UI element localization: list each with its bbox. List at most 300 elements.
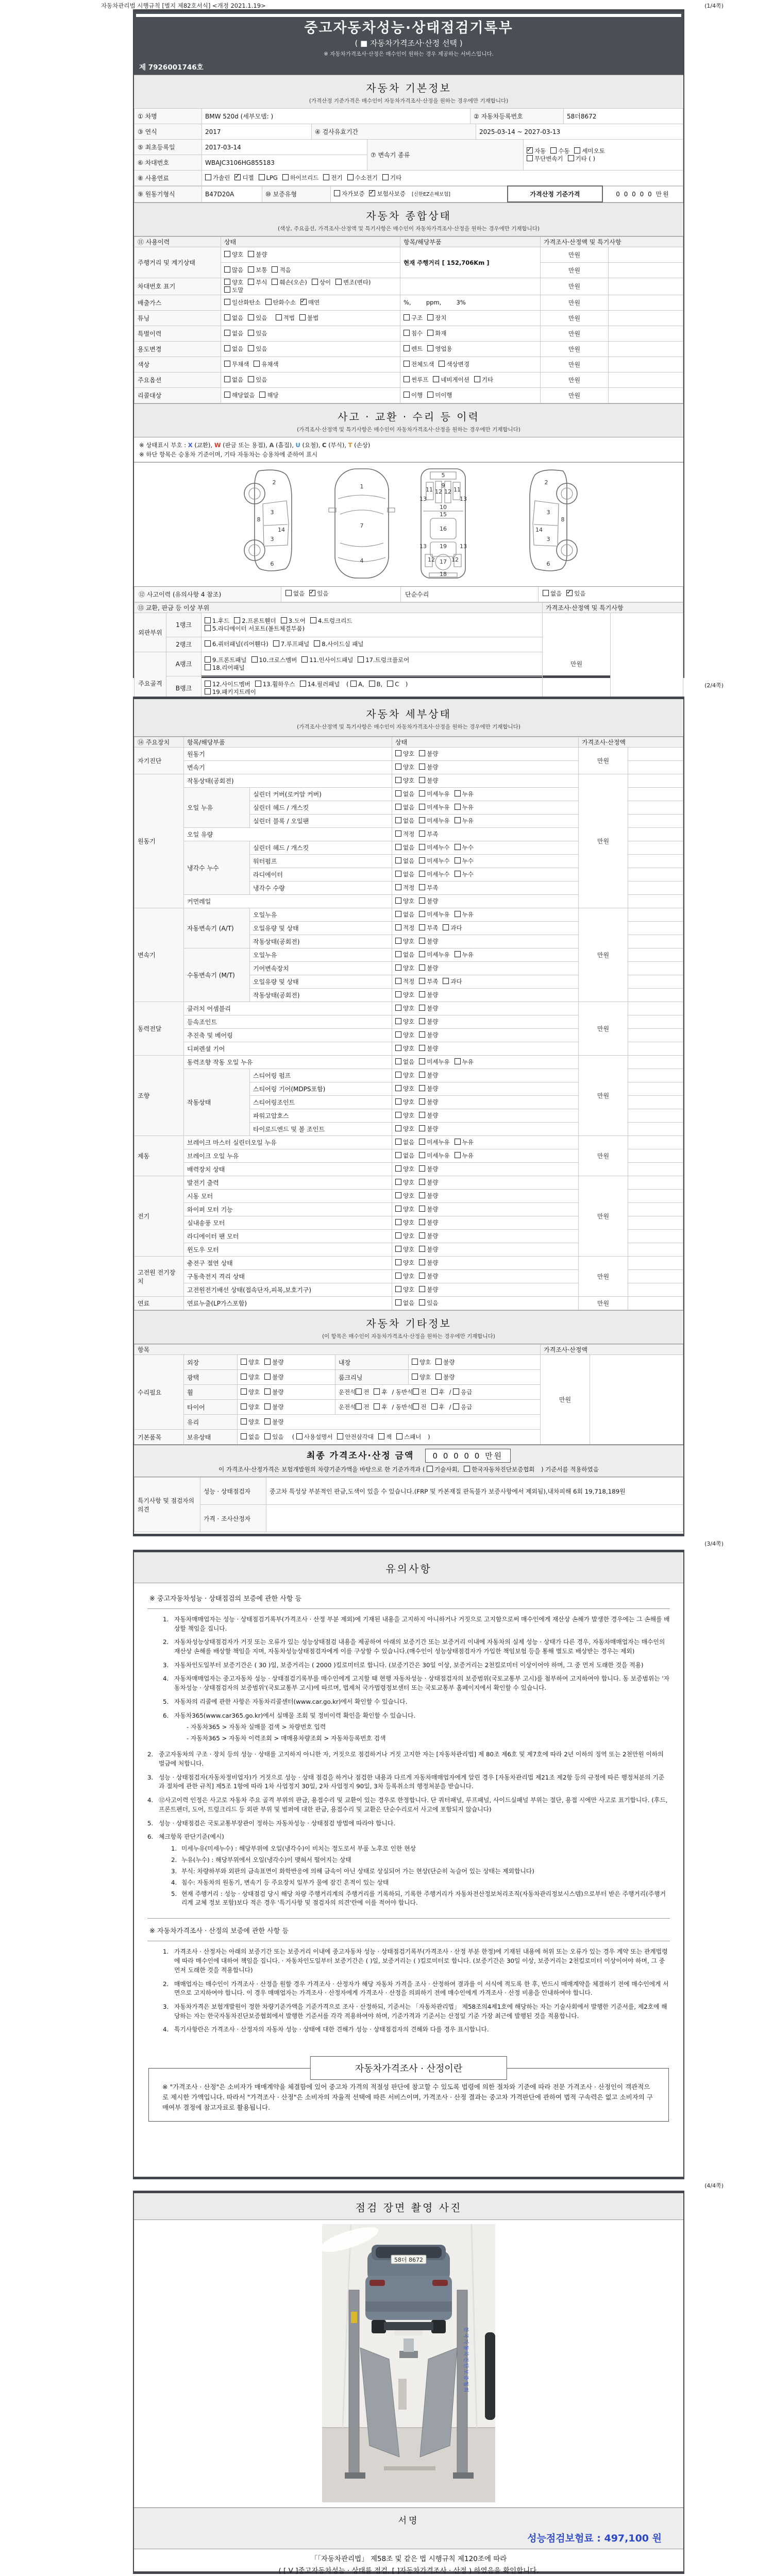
checkbox-unchecked[interactable] <box>224 314 243 322</box>
checkbox-unchecked[interactable] <box>455 1058 474 1066</box>
adjacent-car <box>485 2332 495 2420</box>
detail-price-note-cell <box>628 855 683 868</box>
checkbox-label: LPG <box>266 174 278 182</box>
checkbox-unchecked[interactable] <box>395 1085 414 1093</box>
checkbox-unchecked[interactable] <box>241 1388 260 1396</box>
checkbox-label: 누유 <box>462 1139 474 1146</box>
checkbox-unchecked[interactable] <box>241 1374 260 1381</box>
section-notices <box>134 1552 683 1583</box>
detail-item-label: 충전구 절연 상태 <box>184 1257 392 1270</box>
detail-price-note-cell <box>628 895 683 908</box>
checkbox-unchecked[interactable] <box>395 831 414 838</box>
checkbox-unchecked[interactable] <box>224 376 243 384</box>
checkbox-unchecked[interactable] <box>312 279 331 286</box>
checkbox-label: 미세누수 <box>427 871 450 878</box>
checkbox-unchecked[interactable] <box>395 884 414 892</box>
checkbox-unchecked[interactable] <box>419 1192 438 1200</box>
checkbox-unchecked[interactable] <box>404 392 423 399</box>
checkbox-box <box>248 376 254 382</box>
checkbox-unchecked[interactable] <box>395 857 414 865</box>
checkbox-label: 불량 <box>427 1045 439 1053</box>
checkbox-box <box>369 190 375 196</box>
checkbox-unchecked[interactable] <box>378 1433 392 1441</box>
field-inspection-period-value[interactable]: 2025-03-14 ~ 2027-03-13 <box>476 124 683 140</box>
misc-item-label: 타이어 <box>184 1400 238 1415</box>
checkbox-unchecked[interactable] <box>395 1219 414 1227</box>
checkbox-unchecked[interactable] <box>395 938 414 945</box>
checkbox-unchecked[interactable] <box>413 1388 426 1396</box>
checkbox-label: 불량 <box>427 1179 439 1187</box>
checkbox-unchecked[interactable] <box>395 750 414 758</box>
notice-text: 체크항목 판단기준(예시) 1. 미세누유(미세누수) : 해당부위에 오일(냉각수)이 비치는 정도로서 부품 노후로 인한 현상 2. 누유(누수) : 해당부위에서 오일(냉각수)이 맺혀서 떨어지는 상태 3. 부식: 차량하부와 외판의 금속표면이 화학반응에 의해 금속이 아닌 상태로 상실되어 가는 현상(단순히 녹슬어 있는 상태는 제외합니다) 4. 침수: 자동차의 원동기, 변속기 등 주요장치 일부가 물에 잠긴 흔적이 있는 상태 5. 현재 주행거리 : 성능 · 상태점검 당시 해당 차량 주행거리계의 주행거리를 기록하되, 기록한 주행거리가 자동차전산정보처리조직(자동차관리정보시스템)으로부터 받은 주행거리(주행거리계 교체 정보 포함)보다 적은 경우 '특기사항 및 점검자의 의견'란에 이를 적어야 합니다. <box>159 1833 670 1910</box>
checkbox-unchecked[interactable] <box>404 376 428 384</box>
detail-state-cell <box>392 1015 579 1029</box>
checkbox-unchecked[interactable] <box>224 266 243 274</box>
checkbox-unchecked[interactable] <box>419 1152 449 1160</box>
detail-item-label: 기어변속장치 <box>250 962 392 975</box>
checkbox-unchecked[interactable] <box>395 1018 414 1026</box>
checkbox-unchecked[interactable] <box>300 681 340 688</box>
checkbox-box <box>419 951 425 957</box>
checkbox-unchecked[interactable] <box>419 924 438 932</box>
item-cell <box>400 372 541 387</box>
checkbox-unchecked[interactable] <box>419 804 449 811</box>
checkbox-unchecked[interactable] <box>419 750 438 758</box>
checkbox-unchecked[interactable] <box>395 964 414 972</box>
checkbox-unchecked[interactable] <box>439 361 469 368</box>
checkbox-unchecked[interactable] <box>335 279 371 286</box>
checkbox-unchecked[interactable] <box>224 286 243 294</box>
checkbox-unchecked[interactable] <box>431 1403 445 1411</box>
field-fuel-value[interactable] <box>202 171 683 186</box>
checkbox-checked[interactable] <box>300 299 320 307</box>
checkbox-unchecked[interactable] <box>431 1388 445 1396</box>
price-amount-cell: 만원 <box>541 263 609 278</box>
checkbox-unchecked[interactable] <box>455 844 474 852</box>
checkbox-unchecked[interactable] <box>205 174 230 182</box>
checkbox-unchecked[interactable] <box>412 1374 431 1381</box>
checkbox-unchecked[interactable] <box>419 1232 438 1240</box>
checkbox-unchecked[interactable] <box>419 1259 438 1267</box>
checkbox-unchecked[interactable] <box>259 174 278 182</box>
checkbox-unchecked[interactable] <box>453 1388 472 1396</box>
checkbox-unchecked[interactable] <box>404 345 423 353</box>
notice-item <box>147 1796 670 1814</box>
checkbox-box <box>404 330 410 336</box>
checkbox-box <box>395 1179 401 1185</box>
checkbox-unchecked[interactable] <box>248 314 267 322</box>
checkbox-unchecked[interactable] <box>395 1098 414 1106</box>
checkbox-label: 후 <box>381 1403 388 1411</box>
checkbox-unchecked[interactable] <box>419 1045 438 1053</box>
checkbox-unchecked[interactable] <box>374 1388 387 1396</box>
checkbox-unchecked[interactable] <box>395 1139 414 1146</box>
checkbox-unchecked[interactable] <box>301 656 353 664</box>
checkbox-unchecked[interactable] <box>419 911 449 919</box>
checkbox-unchecked[interactable] <box>419 884 438 892</box>
checkbox-box <box>566 590 573 596</box>
checkbox-unchecked[interactable] <box>259 392 278 399</box>
checkbox-unchecked[interactable] <box>419 1085 438 1093</box>
checkbox-unchecked[interactable] <box>419 831 438 838</box>
checkbox-unchecked[interactable] <box>419 1273 438 1280</box>
checkbox-unchecked[interactable] <box>395 817 414 825</box>
checkbox-unchecked[interactable] <box>455 817 474 825</box>
checkbox-unchecked[interactable] <box>395 764 414 771</box>
checkbox-label: 색상변경 <box>446 360 469 368</box>
checkbox-unchecked[interactable] <box>276 314 295 322</box>
checkbox-unchecked[interactable] <box>224 251 243 259</box>
checkbox-unchecked[interactable] <box>574 147 604 155</box>
checkbox-unchecked[interactable] <box>419 897 438 905</box>
checkbox-unchecked[interactable] <box>205 681 250 688</box>
checkbox-unchecked[interactable] <box>395 911 414 919</box>
checkbox-unchecked[interactable] <box>205 656 247 664</box>
notice-number: 3. <box>163 2003 169 2010</box>
checkbox-checked[interactable] <box>527 147 546 155</box>
checkbox-unchecked[interactable] <box>224 392 255 399</box>
checkbox-unchecked[interactable] <box>419 964 438 972</box>
checkbox-label: 불량 <box>443 1358 455 1366</box>
checkbox-checked[interactable] <box>369 190 406 198</box>
checkbox-unchecked[interactable] <box>299 314 318 322</box>
checkbox-unchecked[interactable] <box>543 590 562 598</box>
field-reg-no-value[interactable]: 58더8672 <box>564 109 683 124</box>
checkbox-unchecked[interactable] <box>224 279 243 286</box>
checkbox-unchecked[interactable] <box>224 361 249 368</box>
checkbox-box <box>395 1246 401 1252</box>
checkbox-unchecked[interactable] <box>395 951 414 959</box>
checkbox-unchecked[interactable] <box>395 871 414 878</box>
checkbox-unchecked[interactable] <box>395 1192 414 1200</box>
checkbox-unchecked[interactable] <box>435 1359 455 1366</box>
checkbox-unchecked[interactable] <box>264 1359 283 1366</box>
checkbox-unchecked[interactable] <box>395 1286 414 1294</box>
detail-state-cell <box>392 1257 579 1270</box>
checkbox-unchecked[interactable] <box>455 951 474 959</box>
checkbox-unchecked[interactable] <box>224 330 243 337</box>
checkbox-unchecked[interactable] <box>419 1165 438 1173</box>
checkbox-unchecked[interactable] <box>395 790 414 798</box>
checkbox-unchecked[interactable] <box>255 681 295 688</box>
checkbox-unchecked[interactable] <box>273 640 309 648</box>
checkbox-unchecked[interactable] <box>419 857 449 865</box>
checkbox-unchecked[interactable] <box>205 688 256 696</box>
checkbox-unchecked[interactable] <box>224 299 261 307</box>
checkbox-unchecked[interactable] <box>419 844 449 852</box>
checkbox-unchecked[interactable] <box>241 1359 260 1366</box>
notice-number: 3. <box>147 1773 154 1781</box>
checkbox-unchecked[interactable] <box>265 299 296 307</box>
checkbox-box <box>205 625 211 631</box>
checkbox-unchecked[interactable] <box>382 174 401 182</box>
detail-price-note-cell <box>628 922 683 935</box>
checkbox-unchecked[interactable] <box>419 991 438 999</box>
checkbox-unchecked[interactable] <box>413 1403 426 1411</box>
checkbox-unchecked[interactable] <box>248 266 267 274</box>
checkbox-unchecked[interactable] <box>337 1433 374 1441</box>
checkbox-unchecked[interactable] <box>374 1403 387 1411</box>
checkbox-unchecked[interactable] <box>395 897 414 905</box>
checkbox-unchecked[interactable] <box>419 951 449 959</box>
checkbox-unchecked[interactable] <box>419 777 438 785</box>
checkbox-checked[interactable] <box>309 590 328 598</box>
checkbox-unchecked[interactable] <box>205 640 268 648</box>
device-label: 변속기 <box>135 908 184 1002</box>
checkbox-unchecked[interactable] <box>395 1125 414 1133</box>
checkbox-unchecked[interactable] <box>395 1165 414 1173</box>
checkbox-unchecked[interactable] <box>205 664 245 672</box>
text-token: U <box>295 441 300 449</box>
checkbox-unchecked[interactable] <box>396 1433 421 1441</box>
comp-col-usage: ⑪ 사용이력 <box>135 237 221 247</box>
checkbox-unchecked[interactable] <box>264 1388 283 1396</box>
checkbox-unchecked[interactable] <box>248 376 267 384</box>
checkbox-unchecked[interactable] <box>395 1031 414 1039</box>
checkbox-label: 후 <box>381 1388 388 1396</box>
detail-price-note-cell <box>628 948 683 962</box>
field-engine-type-value[interactable]: B47D20A <box>202 186 262 202</box>
checkbox-unchecked[interactable] <box>419 938 438 945</box>
checkbox-label: 자가보증 <box>342 190 365 198</box>
checkbox-unchecked[interactable] <box>350 681 364 688</box>
checkbox-unchecked[interactable] <box>455 1139 474 1146</box>
final-price-amount[interactable]: 0 0 0 0 0 만원 <box>425 1449 511 1463</box>
checkbox-unchecked[interactable] <box>527 155 563 163</box>
panel-number: 16 <box>440 525 447 532</box>
checkbox-label: 해당없음 <box>232 391 255 399</box>
checkbox-unchecked[interactable] <box>356 1403 369 1411</box>
checkbox-unchecked[interactable] <box>395 777 414 785</box>
checkbox-unchecked[interactable] <box>464 1466 534 1473</box>
checkbox-unchecked[interactable] <box>205 617 229 625</box>
checkbox-checked[interactable] <box>234 174 254 182</box>
checkbox-unchecked[interactable] <box>404 314 423 322</box>
checkbox-unchecked[interactable] <box>248 345 267 353</box>
checkbox-unchecked[interactable] <box>241 1403 260 1411</box>
field-reg-no-label: ② 자동차등록번호 <box>470 109 564 124</box>
checkbox-unchecked[interactable] <box>419 1031 438 1039</box>
checkbox-unchecked[interactable] <box>264 1374 283 1381</box>
field-price-base-label: 가격산정 기준가격 <box>508 186 602 202</box>
checkbox-unchecked[interactable] <box>419 1098 438 1106</box>
checkbox-unchecked[interactable] <box>419 978 438 986</box>
checkbox-unchecked[interactable] <box>395 924 414 932</box>
checkbox-unchecked[interactable] <box>248 251 267 259</box>
checkbox-unchecked[interactable] <box>427 345 452 353</box>
checkbox-unchecked[interactable] <box>419 1246 438 1253</box>
checkbox-unchecked[interactable] <box>395 1206 414 1213</box>
checkbox-unchecked[interactable] <box>419 1206 438 1213</box>
checkbox-label: 양호 <box>403 1005 415 1012</box>
checkbox-unchecked[interactable] <box>419 1179 438 1187</box>
checkbox-unchecked[interactable] <box>455 871 474 878</box>
detail-state-cell <box>392 788 579 801</box>
checkbox-unchecked[interactable] <box>241 1418 260 1426</box>
checkbox-unchecked[interactable] <box>205 625 305 633</box>
text-token: (흠집), <box>274 441 296 449</box>
text-token: ※ 상태표시 부호 : <box>139 441 188 449</box>
checkbox-unchecked[interactable] <box>395 1273 414 1280</box>
checkbox-unchecked[interactable] <box>568 155 596 163</box>
checkbox-label: 전 <box>421 1388 427 1396</box>
license-plate: 58더 8672 <box>394 2257 424 2263</box>
field-first-reg-label: ⑤ 최초등록일 <box>135 140 202 155</box>
checkbox-box <box>419 777 425 783</box>
checkbox-unchecked[interactable] <box>427 314 446 322</box>
price-amount-cell: 만원 <box>541 326 609 341</box>
checkbox-unchecked[interactable] <box>419 1018 438 1026</box>
field-first-reg-value[interactable]: 2017-03-14 <box>202 140 367 155</box>
checkbox-unchecked[interactable] <box>427 392 452 399</box>
checkbox-label: 양호 <box>232 251 244 259</box>
checkbox-unchecked[interactable] <box>443 978 462 986</box>
checkbox-unchecked[interactable] <box>395 804 414 811</box>
checkbox-unchecked[interactable] <box>395 1058 414 1066</box>
checkbox-label: 양호 <box>403 764 415 771</box>
checkbox-unchecked[interactable] <box>224 345 243 353</box>
checkbox-label: 누유 <box>462 1058 474 1066</box>
checkbox-unchecked[interactable] <box>443 924 462 932</box>
detail-state-cell <box>392 1270 579 1283</box>
checkbox-unchecked[interactable] <box>419 1005 438 1012</box>
checkbox-label: 불량 <box>427 1098 439 1106</box>
field-car-name-value[interactable]: BMW 520d (세부모델: ) <box>202 109 470 124</box>
field-vin-value[interactable]: WBAJC3106HG855183 <box>202 155 367 171</box>
checkbox-unchecked[interactable] <box>296 1433 333 1441</box>
checkbox-unchecked[interactable] <box>248 330 267 337</box>
checkbox-unchecked[interactable] <box>419 1058 449 1066</box>
checkbox-unchecked[interactable] <box>455 804 474 811</box>
checkbox-label: 양호 <box>403 1085 415 1093</box>
checkbox-unchecked[interactable] <box>419 817 449 825</box>
checkbox-unchecked[interactable] <box>419 764 438 771</box>
checkbox-unchecked[interactable] <box>264 1403 283 1411</box>
panel-number: 13 <box>460 543 467 550</box>
checkbox-label: 14.필러패널 <box>307 680 340 688</box>
panel-number: 12 <box>435 488 442 495</box>
checkbox-unchecked[interactable] <box>347 174 378 182</box>
checkbox-unchecked[interactable] <box>427 330 446 337</box>
checkbox-unchecked[interactable] <box>251 656 297 664</box>
checkbox-box <box>419 938 425 944</box>
checkbox-unchecked[interactable] <box>395 844 414 852</box>
checkbox-unchecked[interactable] <box>474 376 493 384</box>
checkbox-unchecked[interactable] <box>234 617 276 625</box>
simple-repair-state[interactable] <box>539 587 683 602</box>
checkbox-unchecked[interactable] <box>419 1112 438 1120</box>
checkbox-unchecked[interactable] <box>395 1112 414 1120</box>
checkbox-unchecked[interactable] <box>455 911 474 919</box>
checkbox-unchecked[interactable] <box>419 871 449 878</box>
field-price-base-value[interactable]: 0 0 0 0 0 만원 <box>602 186 683 202</box>
checkbox-unchecked[interactable] <box>395 1299 414 1307</box>
checkbox-unchecked[interactable] <box>419 1125 438 1133</box>
checkbox-unchecked[interactable] <box>395 1152 414 1160</box>
state-cell <box>221 372 400 387</box>
checkbox-unchecked[interactable] <box>395 1232 414 1240</box>
checkbox-unchecked[interactable] <box>395 1246 414 1253</box>
checkbox-unchecked[interactable] <box>412 1359 431 1366</box>
checkbox-label: 13.휠하우스 <box>262 680 295 688</box>
checkbox-label: 없음 <box>403 1058 415 1066</box>
checkbox-unchecked[interactable] <box>264 1433 283 1441</box>
checkbox-unchecked[interactable] <box>395 1072 414 1079</box>
notice-number: 6. <box>163 1711 169 1719</box>
checkbox-unchecked[interactable] <box>356 1388 369 1396</box>
checkbox-unchecked[interactable] <box>395 1005 414 1012</box>
checkbox-unchecked[interactable] <box>272 266 291 274</box>
checkbox-unchecked[interactable] <box>264 1418 283 1426</box>
checkbox-unchecked[interactable] <box>314 640 363 648</box>
checkbox-unchecked[interactable] <box>404 361 434 368</box>
checkbox-unchecked[interactable] <box>272 279 307 286</box>
text-token: / 동반석 <box>392 1403 413 1411</box>
field-warranty-type-value[interactable] <box>331 186 508 202</box>
checkbox-unchecked[interactable] <box>395 1259 414 1267</box>
checkbox-unchecked[interactable] <box>248 279 267 286</box>
price-amount-cell: 만원 <box>541 295 609 310</box>
subgroup-label: 수동변속기 (M/T) <box>184 948 250 1002</box>
checkbox-unchecked[interactable] <box>455 1152 474 1160</box>
checkbox-unchecked[interactable] <box>281 617 306 625</box>
checkbox-unchecked[interactable] <box>419 1139 449 1146</box>
checkbox-unchecked[interactable] <box>395 1045 414 1053</box>
checkbox-unchecked[interactable] <box>334 190 364 198</box>
checkbox-unchecked[interactable] <box>310 617 352 625</box>
checkbox-unchecked[interactable] <box>358 656 409 664</box>
notice-text: 자동차매매업자는 성능 · 상태점검기록부(가격조사 · 산정 부분 제외)에 기재된 내용을 고지하지 아니하거나 거짓으로 고지함으로써 매수인에게 재산상 손해가 발생한 경우에는 그 손해를 배상할 책임을 집니다. <box>174 1616 670 1632</box>
checkbox-unchecked[interactable] <box>387 681 399 688</box>
checkbox-unchecked[interactable] <box>419 1219 438 1227</box>
checkbox-box <box>419 871 425 877</box>
checkbox-unchecked[interactable] <box>427 1466 459 1473</box>
checkbox-unchecked[interactable] <box>419 1299 438 1307</box>
checkbox-unchecked[interactable] <box>453 1403 472 1411</box>
field-year-value[interactable]: 2017 <box>202 124 312 140</box>
checkbox-unchecked[interactable] <box>550 147 569 155</box>
notice-item <box>163 1698 670 1707</box>
notice-text: 자동차성능상태점검자가 거짓 또는 오류가 있는 성능상태점검 내용을 제공하여 아래의 보증기간 또는 보증거리 이내에 자동차의 실제 성능 · 상태가 다른 경우, 자동차매매업자는 매수인의 재산상 손해를 배상할 책임을 지며, 자동차성능상태점검자에게 이를 구상할 수 있습니다.(매수인이 성능상태점검자가 가입한 책임보험 등을 통해 별도로 배상받는 경우는 제외) <box>174 1638 665 1655</box>
checkbox-unchecked[interactable] <box>455 790 474 798</box>
checkbox-unchecked[interactable] <box>241 1433 260 1441</box>
checkbox-box <box>241 1374 247 1380</box>
notice-item <box>147 1833 670 1910</box>
checkbox-label: 전기 <box>331 174 343 182</box>
checkbox-unchecked[interactable] <box>455 857 474 865</box>
checkbox-unchecked[interactable] <box>285 590 305 598</box>
checkbox-unchecked[interactable] <box>419 790 449 798</box>
checkbox-unchecked[interactable] <box>419 1072 438 1079</box>
checkbox-box <box>255 681 261 687</box>
checkbox-unchecked[interactable] <box>404 330 423 337</box>
accident-history-state[interactable] <box>281 587 401 602</box>
checkbox-unchecked[interactable] <box>433 376 469 384</box>
detail-item-label: 워터펌프 <box>250 855 392 868</box>
checkbox-unchecked[interactable] <box>323 174 342 182</box>
checkbox-checked[interactable] <box>566 590 585 598</box>
checkbox-unchecked[interactable] <box>435 1374 455 1381</box>
checkbox-unchecked[interactable] <box>419 1286 438 1294</box>
field-transmission-value[interactable] <box>524 140 683 171</box>
checkbox-unchecked[interactable] <box>395 1179 414 1187</box>
checkbox-unchecked[interactable] <box>369 681 383 688</box>
checkbox-unchecked[interactable] <box>282 174 319 182</box>
checkbox-unchecked[interactable] <box>395 978 414 986</box>
checkbox-unchecked[interactable] <box>395 991 414 999</box>
text-token: 운전석 <box>339 1388 356 1396</box>
checkbox-unchecked[interactable] <box>254 361 278 368</box>
